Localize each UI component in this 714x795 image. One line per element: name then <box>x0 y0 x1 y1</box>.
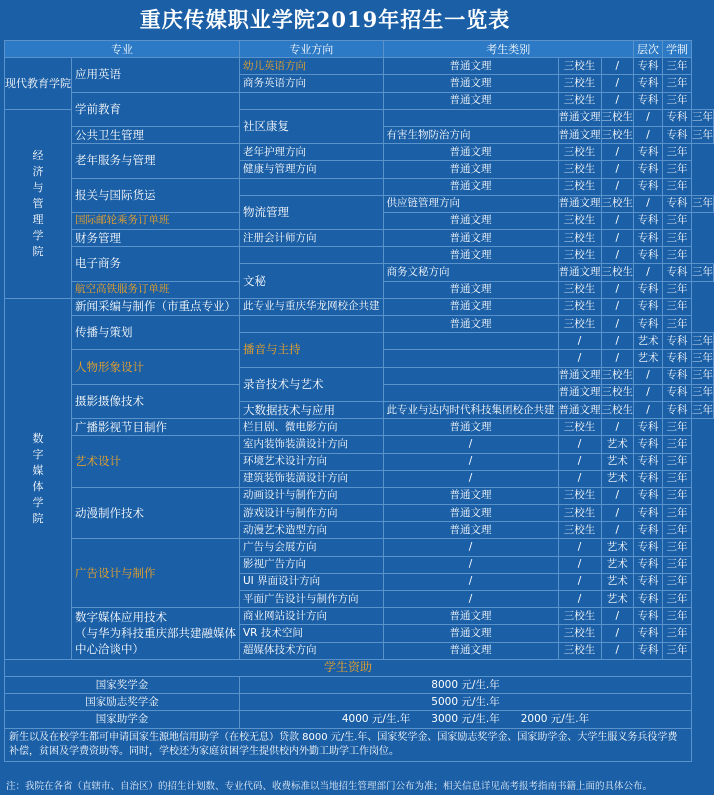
duration-cell: 三年 <box>663 58 692 75</box>
category-cell: 三校生 <box>558 161 601 178</box>
category-cell: 普通文理 <box>383 247 558 264</box>
major-cell: 广播影视节目制作 <box>72 419 240 436</box>
college-digital <box>5 298 72 659</box>
header-duration: 学制 <box>663 41 692 58</box>
direction-cell: 有害生物防治方向 <box>383 126 558 143</box>
category-cell: 三校生 <box>558 419 601 436</box>
category-cell: 普通文理 <box>383 161 558 178</box>
level-cell: 专科 <box>634 298 663 315</box>
aid-encourage-amount: 5000 元/生.年 <box>240 694 692 711</box>
direction-cell: 幼儿英语方向 <box>240 58 384 75</box>
category-cell: / <box>601 350 634 367</box>
level-cell: 专科 <box>634 419 663 436</box>
direction-cell: 国际邮轮乘务订单班 <box>72 212 240 229</box>
category-cell: / <box>601 58 634 75</box>
level-cell: 专科 <box>634 247 663 264</box>
category-cell: / <box>601 505 634 522</box>
category-cell: 三校生 <box>558 625 601 642</box>
category-cell: 艺术 <box>601 556 634 573</box>
header-category: 考生类别 <box>383 41 634 58</box>
level-cell: 专科 <box>663 401 692 418</box>
category-cell: 艺术 <box>601 539 634 556</box>
college-label: 现代教育学院 <box>5 76 71 90</box>
direction-cell: 供应链管理方向 <box>383 195 558 212</box>
table-row <box>5 144 714 161</box>
major-cell: 新闻采编与制作（市重点专业） <box>72 298 240 315</box>
major-cell: 老年服务与管理 <box>72 144 240 178</box>
category-cell: 三校生 <box>601 264 634 281</box>
category-cell: / <box>601 144 634 161</box>
duration-cell: 三年 <box>663 642 692 659</box>
category-cell: 三校生 <box>558 92 601 109</box>
category-cell: 三校生 <box>601 109 634 126</box>
major-cell: 社区康复 <box>240 109 384 143</box>
category-cell: / <box>601 212 634 229</box>
duration-cell: 三年 <box>663 522 692 539</box>
duration-cell: 三年 <box>663 453 692 470</box>
duration-cell: 三年 <box>692 350 714 367</box>
category-cell: 普通文理 <box>383 92 558 109</box>
category-cell: / <box>383 573 558 590</box>
major-cell: 动漫制作技术 <box>72 487 240 539</box>
level-cell: 专科 <box>634 625 663 642</box>
major-cell: 大数据技术与应用 <box>240 401 384 418</box>
level-cell: 专科 <box>634 212 663 229</box>
category-cell: / <box>558 573 601 590</box>
duration-cell: 三年 <box>692 384 714 401</box>
category-cell: / <box>634 195 663 212</box>
category-cell: 普通文理 <box>383 230 558 247</box>
direction-cell: 游戏设计与制作方向 <box>240 505 384 522</box>
category-cell: 艺术 <box>601 591 634 608</box>
category-cell: 艺术 <box>601 436 634 453</box>
direction-cell <box>383 109 558 126</box>
category-cell: 普通文理 <box>383 178 558 195</box>
category-cell: 三校生 <box>558 58 601 75</box>
category-cell: 艺术 <box>601 573 634 590</box>
category-cell: 三校生 <box>558 281 601 298</box>
direction-cell <box>383 367 558 384</box>
category-cell: 三校生 <box>601 384 634 401</box>
direction-cell <box>383 350 558 367</box>
level-cell: 专科 <box>634 522 663 539</box>
category-cell: 三校生 <box>558 75 601 92</box>
category-cell: 艺术 <box>601 470 634 487</box>
major-cell: 播音与主持 <box>240 333 384 367</box>
category-cell: 三校生 <box>558 230 601 247</box>
table-row <box>5 178 714 195</box>
category-cell: 三校生 <box>558 522 601 539</box>
aid-national-encourage: 国家励志奖学金 <box>5 694 240 711</box>
enrollment-table <box>4 40 714 762</box>
category-cell: / <box>634 384 663 401</box>
direction-cell <box>383 333 558 350</box>
duration-cell: 三年 <box>663 539 692 556</box>
duration-cell: 三年 <box>663 161 692 178</box>
category-cell: / <box>558 556 601 573</box>
major-cell: 人物形象设计 <box>72 350 240 384</box>
direction-cell: 广告与会展方向 <box>240 539 384 556</box>
category-cell: 普通文理 <box>383 75 558 92</box>
duration-cell: 三年 <box>663 298 692 315</box>
category-cell: 三校生 <box>601 126 634 143</box>
major-cell: 物流管理 <box>240 195 384 229</box>
category-cell: / <box>383 436 558 453</box>
category-cell: 三校生 <box>601 367 634 384</box>
category-cell: / <box>383 591 558 608</box>
aid-grant-amount: 4000 元/生.年 3000 元/生.年 2000 元/生.年 <box>240 711 692 728</box>
category-cell: 普通文理 <box>383 144 558 161</box>
level-cell: 专科 <box>663 367 692 384</box>
level-cell: 专科 <box>634 178 663 195</box>
duration-cell: 三年 <box>692 264 714 281</box>
direction-cell: 动画设计与制作方向 <box>240 487 384 504</box>
duration-cell: 三年 <box>663 281 692 298</box>
duration-cell: 三年 <box>663 556 692 573</box>
duration-cell: 三年 <box>663 436 692 453</box>
direction-cell <box>240 92 384 109</box>
category-cell: 三校生 <box>558 487 601 504</box>
major-cell: 艺术设计 <box>72 436 240 488</box>
table-row <box>5 298 714 315</box>
category-cell: / <box>601 298 634 315</box>
major-cell: 广告设计与制作 <box>72 539 240 608</box>
category-cell: / <box>634 367 663 384</box>
duration-cell: 三年 <box>663 608 692 625</box>
category-cell: 三校生 <box>558 316 601 333</box>
category-cell: 三校生 <box>558 178 601 195</box>
level-cell: 专科 <box>634 487 663 504</box>
level-cell: 专科 <box>663 126 692 143</box>
category-cell: 三校生 <box>558 505 601 522</box>
direction-cell: 老年护理方向 <box>240 144 384 161</box>
duration-cell: 三年 <box>663 470 692 487</box>
direction-cell: 此专业与重庆华龙网校企共建 <box>240 298 384 315</box>
category-cell: 普通文理 <box>558 126 601 143</box>
college-label: 数字媒体学院 <box>32 431 44 525</box>
major-cell: 公共卫生管理 <box>72 126 240 143</box>
aid-section-title: 学生资助 <box>5 659 692 676</box>
direction-cell: 影视广告方向 <box>240 556 384 573</box>
category-cell: / <box>601 625 634 642</box>
category-cell: / <box>601 178 634 195</box>
level-cell: 专科 <box>634 436 663 453</box>
aid-row <box>5 676 714 693</box>
category-cell: 普通文理 <box>558 367 601 384</box>
category-cell: 普通文理 <box>383 505 558 522</box>
direction-cell: UI 界面设计方向 <box>240 573 384 590</box>
header-major: 专业 <box>5 41 240 58</box>
aid-note: 新生以及在校学生都可申请国家生源地信用助学（在校无息）贷款 8000 元/生.年、国家奖学金、国家励志奖学金、国家助学金、大学生服义务兵役学费补偿，贫困及学费资助等。同时，学校还为家庭贫困学生提供校内外勤工助学工作岗位。 <box>5 728 692 761</box>
level-cell: 专科 <box>634 505 663 522</box>
level-cell: 专科 <box>634 539 663 556</box>
category-cell: / <box>383 470 558 487</box>
header-level: 层次 <box>634 41 663 58</box>
aid-row <box>5 659 714 676</box>
level-cell: 专科 <box>634 591 663 608</box>
category-cell: 普通文理 <box>558 401 601 418</box>
major-cell: 学前教育 <box>72 92 240 126</box>
aid-row <box>5 694 714 711</box>
direction-cell: 商务文秘方向 <box>383 264 558 281</box>
category-cell: / <box>601 333 634 350</box>
duration-cell: 三年 <box>692 195 714 212</box>
duration-cell: 三年 <box>663 625 692 642</box>
aid-national-grant: 国家助学金 <box>5 711 240 728</box>
category-cell: 三校生 <box>558 212 601 229</box>
category-cell: / <box>601 230 634 247</box>
major-cell: 财务管理 <box>72 230 240 247</box>
level-cell: 专科 <box>634 161 663 178</box>
college-modern <box>5 58 72 110</box>
duration-cell: 三年 <box>692 109 714 126</box>
duration-cell: 三年 <box>663 75 692 92</box>
table-row <box>5 58 714 75</box>
category-cell: / <box>558 350 601 367</box>
category-cell: 普通文理 <box>558 264 601 281</box>
major-cell: 报关与国际货运 <box>72 178 240 212</box>
table-row <box>5 608 714 625</box>
category-cell: 三校生 <box>558 298 601 315</box>
direction-cell: 航空高铁服务订单班 <box>72 281 240 298</box>
category-cell: / <box>558 591 601 608</box>
level-cell: 专科 <box>634 556 663 573</box>
level-cell: 专科 <box>663 195 692 212</box>
category-cell: 普通文理 <box>383 212 558 229</box>
category-cell: / <box>634 264 663 281</box>
level-cell: 专科 <box>634 144 663 161</box>
duration-cell: 三年 <box>663 573 692 590</box>
duration-cell: 三年 <box>692 333 714 350</box>
level-cell: 专科 <box>663 264 692 281</box>
direction-cell: 栏目剧、微电影方向 <box>240 419 384 436</box>
category-cell: / <box>383 453 558 470</box>
level-cell: 专科 <box>663 384 692 401</box>
page-title: 重庆传媒职业学院2019年招生一览表 <box>139 7 511 32</box>
major-cell: 数字媒体应用技术 （与华为科技重庆部共建融媒体中心洽谈中） <box>72 608 240 660</box>
duration-cell: 三年 <box>663 212 692 229</box>
direction-cell: 建筑装饰装潢设计方向 <box>240 470 384 487</box>
direction-cell: 环境艺术设计方向 <box>240 453 384 470</box>
direction-cell: 平面广告设计与制作方向 <box>240 591 384 608</box>
footnote: 注：我院在各省（直辖市、自治区）的招生计划数、专业代码、收费标准以当地招生管理部门公布为准；相关信息详见高考报考指南书籍上面的具体公布。 <box>6 781 653 792</box>
direction-cell: 动漫艺术造型方向 <box>240 522 384 539</box>
category-cell: / <box>601 92 634 109</box>
category-cell: 普通文理 <box>383 487 558 504</box>
category-cell: / <box>601 608 634 625</box>
duration-cell: 三年 <box>663 316 692 333</box>
category-cell: 普通文理 <box>383 608 558 625</box>
duration-cell: 三年 <box>663 92 692 109</box>
level-cell: 专科 <box>663 350 692 367</box>
category-cell: / <box>383 539 558 556</box>
category-cell: 三校生 <box>601 401 634 418</box>
level-cell: 专科 <box>663 109 692 126</box>
category-cell: / <box>634 401 663 418</box>
major-cell: 文秘 <box>240 264 384 298</box>
level-cell: 专科 <box>634 230 663 247</box>
category-cell: / <box>601 642 634 659</box>
level-cell: 专科 <box>634 573 663 590</box>
category-cell: / <box>558 333 601 350</box>
table-row <box>5 539 714 556</box>
category-cell: / <box>601 316 634 333</box>
category-cell: / <box>601 281 634 298</box>
table-row <box>5 247 714 264</box>
direction-cell: 商务英语方向 <box>240 75 384 92</box>
level-cell: 专科 <box>634 453 663 470</box>
direction-cell <box>383 384 558 401</box>
duration-cell: 三年 <box>663 591 692 608</box>
category-cell: / <box>601 419 634 436</box>
level-cell: 专科 <box>634 642 663 659</box>
major-cell: 应用英语 <box>72 58 240 92</box>
table-row <box>5 41 714 58</box>
direction-cell: VR 技术空间 <box>240 625 384 642</box>
duration-cell: 三年 <box>663 247 692 264</box>
category-cell: 艺术 <box>634 350 663 367</box>
direction-cell <box>240 316 384 333</box>
category-cell: 普通文理 <box>383 419 558 436</box>
category-cell: 普通文理 <box>558 109 601 126</box>
category-cell: 三校生 <box>558 642 601 659</box>
table-row <box>5 92 714 109</box>
direction-cell: 注册会计师方向 <box>240 230 384 247</box>
category-cell: 三校生 <box>558 247 601 264</box>
category-cell: 三校生 <box>558 144 601 161</box>
direction-cell <box>240 247 384 264</box>
college-economy <box>5 109 72 298</box>
level-cell: 专科 <box>634 92 663 109</box>
category-cell: 艺术 <box>601 453 634 470</box>
aid-scholarship-amount: 8000 元/生.年 <box>240 676 692 693</box>
table-row <box>5 419 714 436</box>
category-cell: / <box>634 126 663 143</box>
major-cell: 录音技术与艺术 <box>240 367 384 401</box>
table-row <box>5 230 714 247</box>
direction-cell: 室内装饰装潢设计方向 <box>240 436 384 453</box>
level-cell: 专科 <box>634 58 663 75</box>
header-direction: 专业方向 <box>240 41 384 58</box>
duration-cell: 三年 <box>692 367 714 384</box>
direction-cell: 商业网站设计方向 <box>240 608 384 625</box>
table-row <box>5 316 714 333</box>
category-cell: / <box>383 556 558 573</box>
duration-cell: 三年 <box>692 401 714 418</box>
aid-row <box>5 711 714 728</box>
duration-cell: 三年 <box>663 178 692 195</box>
aid-national-scholarship: 国家奖学金 <box>5 676 240 693</box>
level-cell: 专科 <box>634 281 663 298</box>
level-cell: 专科 <box>634 75 663 92</box>
category-cell: 普通文理 <box>383 58 558 75</box>
category-cell: 普通文理 <box>383 642 558 659</box>
duration-cell: 三年 <box>663 230 692 247</box>
duration-cell: 三年 <box>663 487 692 504</box>
category-cell: / <box>558 539 601 556</box>
category-cell: / <box>601 247 634 264</box>
category-cell: / <box>558 453 601 470</box>
category-cell: 普通文理 <box>558 195 601 212</box>
major-cell: 传播与策划 <box>72 316 240 350</box>
table-row <box>5 487 714 504</box>
category-cell: 普通文理 <box>558 384 601 401</box>
direction-cell: 健康与管理方向 <box>240 161 384 178</box>
aid-row <box>5 728 714 761</box>
duration-cell: 三年 <box>692 126 714 143</box>
duration-cell: 三年 <box>663 419 692 436</box>
category-cell: / <box>601 161 634 178</box>
direction-cell: 超媒体技术方向 <box>240 642 384 659</box>
category-cell: / <box>558 436 601 453</box>
duration-cell: 三年 <box>663 505 692 522</box>
major-cell: 电子商务 <box>72 247 240 281</box>
category-cell: 三校生 <box>601 195 634 212</box>
level-cell: 专科 <box>634 470 663 487</box>
major-cell: 摄影摄像技术 <box>72 384 240 418</box>
table-row <box>5 436 714 453</box>
category-cell: 普通文理 <box>383 316 558 333</box>
category-cell: / <box>558 470 601 487</box>
category-cell: 普通文理 <box>383 281 558 298</box>
category-cell: / <box>601 487 634 504</box>
duration-cell: 三年 <box>663 144 692 161</box>
category-cell: 普通文理 <box>383 298 558 315</box>
level-cell: 专科 <box>634 608 663 625</box>
direction-cell: 此专业与达内时代科技集团校企共建 <box>383 401 558 418</box>
category-cell: 三校生 <box>558 608 601 625</box>
category-cell: 艺术 <box>634 333 663 350</box>
direction-cell <box>240 178 384 195</box>
level-cell: 专科 <box>634 316 663 333</box>
category-cell: / <box>634 109 663 126</box>
category-cell: / <box>601 522 634 539</box>
category-cell: 普通文理 <box>383 522 558 539</box>
college-label: 经济与管理学院 <box>32 148 44 258</box>
category-cell: / <box>601 75 634 92</box>
category-cell: 普通文理 <box>383 625 558 642</box>
level-cell: 专科 <box>663 333 692 350</box>
